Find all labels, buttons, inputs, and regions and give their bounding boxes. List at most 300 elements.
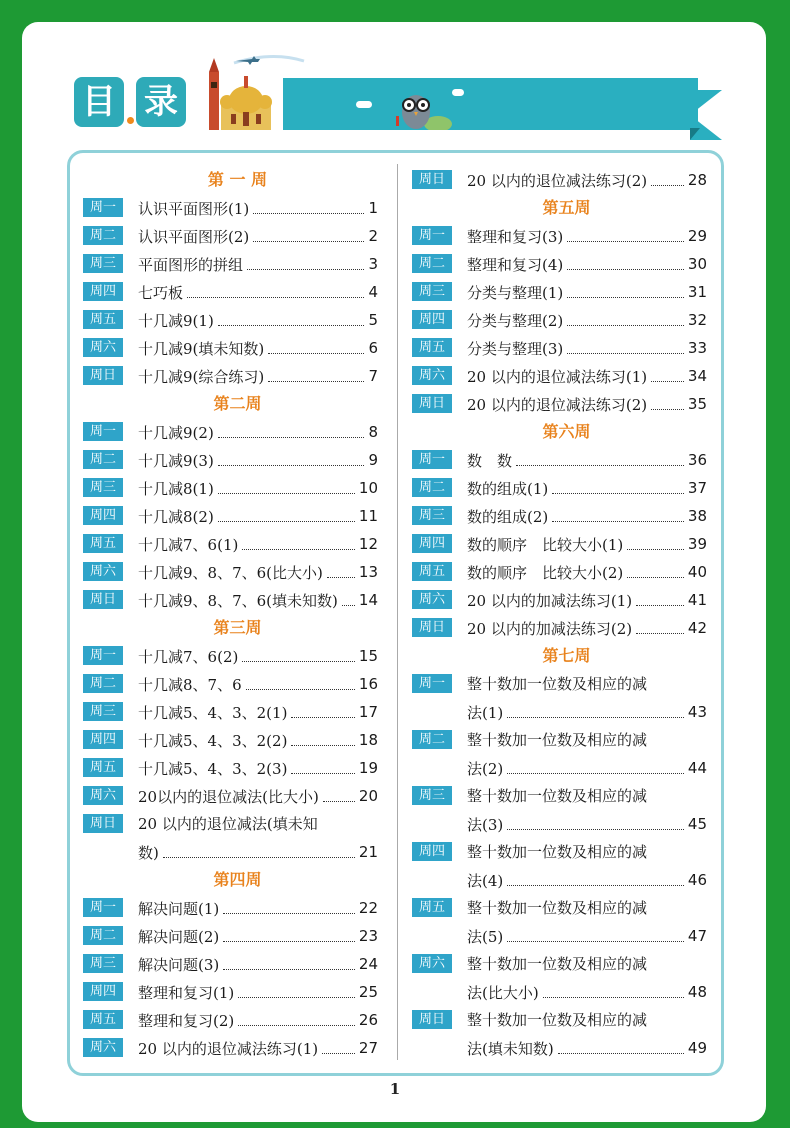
entry-page-number: 2 xyxy=(368,227,378,245)
day-badge: 周三 xyxy=(412,786,452,805)
toc-entry-line xyxy=(138,334,378,362)
toc-entry[interactable] xyxy=(83,362,378,390)
toc-entry[interactable] xyxy=(412,838,707,894)
title-dot xyxy=(127,117,134,124)
toc-entry[interactable] xyxy=(83,586,378,614)
day-badge: 周四 xyxy=(412,842,452,861)
week-heading: 第三周 xyxy=(213,618,262,637)
entry-title-line1: 20 以内的退位减法(填未知 xyxy=(138,815,318,833)
palace-illustration xyxy=(207,58,275,130)
toc-entry-line xyxy=(138,838,378,866)
entry-page-number: 3 xyxy=(368,255,378,273)
toc-entry-line xyxy=(467,530,707,558)
dot-leader xyxy=(163,857,355,858)
entry-page-number: 30 xyxy=(687,255,707,273)
toc-entry[interactable] xyxy=(83,782,378,810)
entry-title: 整理和复习(1) xyxy=(138,983,235,1002)
week-heading: 第五周 xyxy=(542,198,591,217)
toc-entry[interactable] xyxy=(412,166,707,194)
day-badge: 周日 xyxy=(83,590,123,609)
entry-title-line2: 法(5) xyxy=(467,927,504,946)
entry-page-number: 22 xyxy=(358,899,378,917)
entry-title: 十几减9(1) xyxy=(138,311,214,330)
dot-leader xyxy=(558,1053,684,1054)
toc-entry-line xyxy=(467,250,707,278)
entry-title: 20 以内的加减法练习(1) xyxy=(467,591,633,610)
entry-page-number: 40 xyxy=(687,563,707,581)
entry-page-number: 41 xyxy=(687,591,707,609)
entry-page-number: 19 xyxy=(358,759,378,777)
page-number: 1 xyxy=(389,1080,401,1098)
dot-leader xyxy=(223,969,355,970)
entry-page-number: 34 xyxy=(687,367,707,385)
entry-title: 数的组成(1) xyxy=(467,479,549,498)
entry-title: 数的顺序 比较大小(1) xyxy=(467,535,624,554)
entry-page-number: 46 xyxy=(687,871,707,889)
entry-page-number: 49 xyxy=(687,1039,707,1057)
dot-leader xyxy=(253,213,364,214)
entry-page-number: 27 xyxy=(358,1039,378,1057)
entry-title-line1: 整十数加一位数及相应的减 xyxy=(467,787,648,805)
entry-title: 十几减9、8、7、6(填未知数) xyxy=(138,591,338,610)
entry-page-number: 29 xyxy=(687,227,707,245)
day-badge: 周六 xyxy=(412,366,452,385)
entry-page-number: 16 xyxy=(358,675,378,693)
toc-entry[interactable] xyxy=(412,726,707,782)
day-badge: 周三 xyxy=(412,282,452,301)
dot-leader xyxy=(218,521,355,522)
entry-title: 解决问题(2) xyxy=(138,927,220,946)
toc-entry[interactable] xyxy=(412,390,707,418)
toc-entry-line xyxy=(138,222,378,250)
cloud-icon xyxy=(452,89,464,96)
toc-entry[interactable] xyxy=(412,782,707,838)
dot-leader xyxy=(543,997,684,998)
dot-leader xyxy=(507,941,684,942)
week-heading: 第 一 周 xyxy=(207,170,268,189)
dot-leader xyxy=(567,241,684,242)
toc-entry-line xyxy=(467,306,707,334)
toc-entry-line xyxy=(467,334,707,362)
toc-entry[interactable] xyxy=(83,1006,378,1034)
entry-title: 十几减5、4、3、2(2) xyxy=(138,731,288,750)
toc-entry-line xyxy=(138,726,378,754)
day-badge: 周二 xyxy=(83,450,123,469)
day-badge: 周四 xyxy=(83,506,123,525)
entry-title-line1: 整十数加一位数及相应的减 xyxy=(467,675,648,693)
day-badge: 周五 xyxy=(83,1010,123,1029)
dot-leader xyxy=(651,409,684,410)
toc-entry[interactable] xyxy=(83,810,378,866)
week-heading: 第四周 xyxy=(213,870,262,889)
toc-entry[interactable] xyxy=(412,1006,707,1062)
toc-entry[interactable] xyxy=(83,306,378,334)
entry-title-line2: 法(2) xyxy=(467,759,504,778)
toc-entry-line xyxy=(138,754,378,782)
day-badge: 周四 xyxy=(412,534,452,553)
entry-title: 认识平面图形(2) xyxy=(138,227,250,246)
toc-entry-line xyxy=(138,194,378,222)
entry-title: 十几减9(填未知数) xyxy=(138,339,265,358)
dot-leader xyxy=(651,381,684,382)
toc-entry[interactable] xyxy=(412,502,707,530)
title-char-2: 录 xyxy=(136,77,186,127)
toc-entry[interactable] xyxy=(83,726,378,754)
toc-entry-line xyxy=(138,362,378,390)
toc-entry[interactable] xyxy=(412,278,707,306)
entry-page-number: 1 xyxy=(368,199,378,217)
entry-page-number: 9 xyxy=(368,451,378,469)
entry-page-number: 32 xyxy=(687,311,707,329)
day-badge: 周日 xyxy=(412,618,452,637)
day-badge: 周五 xyxy=(412,562,452,581)
toc-entry[interactable] xyxy=(83,670,378,698)
toc-entry[interactable] xyxy=(412,894,707,950)
toc-entry[interactable] xyxy=(83,698,378,726)
entry-page-number: 35 xyxy=(687,395,707,413)
dot-leader xyxy=(507,717,684,718)
day-badge: 周二 xyxy=(83,226,123,245)
dot-leader xyxy=(223,941,355,942)
entry-title: 十几减8(1) xyxy=(138,479,214,498)
day-badge: 周五 xyxy=(412,338,452,357)
toc-entry-line xyxy=(467,390,707,418)
entry-title: 十几减9(综合练习) xyxy=(138,367,265,386)
entry-title: 数的组成(2) xyxy=(467,507,549,526)
dot-leader xyxy=(238,997,355,998)
dot-leader xyxy=(242,661,355,662)
toc-entry[interactable] xyxy=(83,530,378,558)
day-badge: 周六 xyxy=(83,562,123,581)
dot-leader xyxy=(238,1025,355,1026)
toc-entry[interactable] xyxy=(412,950,707,1006)
dot-leader xyxy=(268,353,364,354)
toc-entry-line xyxy=(467,1034,707,1062)
toc-entry-line xyxy=(138,474,378,502)
entry-page-number: 28 xyxy=(687,171,707,189)
toc-entry[interactable] xyxy=(412,334,707,362)
toc-entry[interactable] xyxy=(83,474,378,502)
entry-page-number: 11 xyxy=(358,507,378,525)
toc-entry[interactable] xyxy=(412,222,707,250)
day-badge: 周六 xyxy=(412,590,452,609)
toc-entry-line xyxy=(467,166,707,194)
toc-entry-line xyxy=(467,586,707,614)
dot-leader xyxy=(291,745,354,746)
entry-title: 分类与整理(1) xyxy=(467,283,564,302)
entry-title: 认识平面图形(1) xyxy=(138,199,250,218)
day-badge: 周一 xyxy=(83,898,123,917)
day-badge: 周二 xyxy=(83,674,123,693)
day-badge: 周日 xyxy=(83,814,123,833)
toc-entry[interactable] xyxy=(83,194,378,222)
entry-title-line1: 整十数加一位数及相应的减 xyxy=(467,731,648,749)
dot-leader xyxy=(242,549,355,550)
owl-with-glasses-illustration xyxy=(392,86,452,130)
day-badge: 周五 xyxy=(412,898,452,917)
dot-leader xyxy=(627,577,684,578)
week-heading: 第七周 xyxy=(542,646,591,665)
toc-entry[interactable] xyxy=(83,642,378,670)
entry-page-number: 18 xyxy=(358,731,378,749)
toc-entry[interactable] xyxy=(83,446,378,474)
toc-entry-line xyxy=(467,810,707,838)
entry-title-line1: 整十数加一位数及相应的减 xyxy=(467,955,648,973)
toc-entry-line xyxy=(138,250,378,278)
toc-entry-line xyxy=(138,446,378,474)
toc-entry[interactable] xyxy=(83,950,378,978)
dot-leader xyxy=(567,269,684,270)
day-badge: 周六 xyxy=(412,954,452,973)
day-badge: 周五 xyxy=(83,534,123,553)
toc-entry-line xyxy=(467,446,707,474)
toc-entry-line xyxy=(138,278,378,306)
entry-title: 十几减9(2) xyxy=(138,423,214,442)
entry-title-line1: 整十数加一位数及相应的减 xyxy=(467,843,648,861)
toc-entry-line xyxy=(138,894,378,922)
day-badge: 周二 xyxy=(412,254,452,273)
day-badge: 周四 xyxy=(83,982,123,1001)
entry-title: 十几减8(2) xyxy=(138,507,214,526)
toc-entry[interactable] xyxy=(412,586,707,614)
toc-entry[interactable] xyxy=(412,670,707,726)
dot-leader xyxy=(636,633,684,634)
banner-fold xyxy=(690,128,700,140)
toc-entry-line xyxy=(138,670,378,698)
dot-leader xyxy=(507,885,684,886)
toc-entry-line xyxy=(138,558,378,586)
toc-entry[interactable] xyxy=(83,1034,378,1062)
toc-entry-line xyxy=(138,306,378,334)
entry-title: 十几减5、4、3、2(1) xyxy=(138,703,288,722)
entry-page-number: 45 xyxy=(687,815,707,833)
dot-leader xyxy=(253,241,364,242)
entry-title: 解决问题(1) xyxy=(138,899,220,918)
dot-leader xyxy=(567,325,684,326)
dot-leader xyxy=(651,185,684,186)
header-banner xyxy=(283,78,698,130)
toc-entry-line xyxy=(467,978,707,1006)
toc-entry-line xyxy=(138,1034,378,1062)
day-badge: 周一 xyxy=(412,226,452,245)
cloud-icon xyxy=(356,101,372,108)
toc-entry-line xyxy=(138,782,378,810)
entry-page-number: 31 xyxy=(687,283,707,301)
week-heading: 第二周 xyxy=(213,394,262,413)
toc-entry-line xyxy=(467,698,707,726)
toc-entry[interactable] xyxy=(83,978,378,1006)
entry-page-number: 26 xyxy=(358,1011,378,1029)
day-badge: 周六 xyxy=(83,1038,123,1057)
dot-leader xyxy=(218,325,365,326)
entry-page-number: 20 xyxy=(358,787,378,805)
entry-page-number: 42 xyxy=(687,619,707,637)
day-badge: 周五 xyxy=(83,310,123,329)
day-badge: 周日 xyxy=(83,366,123,385)
toc-entry[interactable] xyxy=(412,558,707,586)
dot-leader xyxy=(507,773,684,774)
toc-entry-line xyxy=(138,1006,378,1034)
dot-leader xyxy=(327,577,355,578)
toc-entry-line xyxy=(138,642,378,670)
toc-entry-line xyxy=(467,362,707,390)
day-badge: 周三 xyxy=(412,506,452,525)
toc-entry[interactable] xyxy=(412,362,707,390)
day-badge: 周四 xyxy=(83,282,123,301)
day-badge: 周日 xyxy=(412,394,452,413)
entry-title-line2: 法(4) xyxy=(467,871,504,890)
entry-page-number: 6 xyxy=(368,339,378,357)
dot-leader xyxy=(247,269,364,270)
entry-title: 十几减9(3) xyxy=(138,451,214,470)
dot-leader xyxy=(636,605,684,606)
toc-entry-line xyxy=(467,558,707,586)
entry-page-number: 23 xyxy=(358,927,378,945)
entry-title: 十几减5、4、3、2(3) xyxy=(138,759,288,778)
entry-page-number: 4 xyxy=(368,283,378,301)
toc-entry[interactable] xyxy=(83,502,378,530)
toc-entry[interactable] xyxy=(83,250,378,278)
dot-leader xyxy=(322,1053,355,1054)
entry-title: 整理和复习(3) xyxy=(467,227,564,246)
entry-page-number: 44 xyxy=(687,759,707,777)
dot-leader xyxy=(552,521,684,522)
day-badge: 周三 xyxy=(83,478,123,497)
toc-entry-line xyxy=(138,922,378,950)
entry-page-number: 24 xyxy=(358,955,378,973)
toc-entry[interactable] xyxy=(412,250,707,278)
day-badge: 周一 xyxy=(83,198,123,217)
toc-entry-line xyxy=(138,950,378,978)
column-divider xyxy=(397,164,398,1060)
day-badge: 周四 xyxy=(412,310,452,329)
toc-entry[interactable] xyxy=(412,530,707,558)
entry-title: 十几减8、7、6 xyxy=(138,675,242,694)
entry-page-number: 25 xyxy=(358,983,378,1001)
entry-page-number: 37 xyxy=(687,479,707,497)
entry-page-number: 17 xyxy=(358,703,378,721)
entry-title: 十几减9、8、7、6(比大小) xyxy=(138,563,323,582)
entry-page-number: 10 xyxy=(358,479,378,497)
dot-leader xyxy=(507,829,684,830)
entry-title: 20 以内的加减法练习(2) xyxy=(467,619,633,638)
toc-entry-line xyxy=(138,418,378,446)
toc-entry-line xyxy=(138,586,378,614)
entry-title: 整理和复习(4) xyxy=(467,255,564,274)
entry-title: 20 以内的退位减法练习(1) xyxy=(138,1039,319,1058)
dot-leader xyxy=(567,353,684,354)
entry-title: 十几减7、6(1) xyxy=(138,535,239,554)
toc-entry[interactable] xyxy=(412,474,707,502)
dot-leader xyxy=(291,773,354,774)
entry-page-number: 43 xyxy=(687,703,707,721)
toc-entry-line xyxy=(138,502,378,530)
entry-title-line1: 整十数加一位数及相应的减 xyxy=(467,899,648,917)
toc-entry[interactable] xyxy=(83,754,378,782)
entry-title-line2: 法(3) xyxy=(467,815,504,834)
day-badge: 周三 xyxy=(83,702,123,721)
dot-leader xyxy=(187,297,364,298)
dot-leader xyxy=(218,437,365,438)
entry-title: 分类与整理(2) xyxy=(467,311,564,330)
entry-page-number: 39 xyxy=(687,535,707,553)
entry-title-line2: 法(比大小) xyxy=(467,983,539,1002)
entry-page-number: 12 xyxy=(358,535,378,553)
day-badge: 周四 xyxy=(83,730,123,749)
toc-entry[interactable] xyxy=(83,222,378,250)
entry-page-number: 47 xyxy=(687,927,707,945)
entry-title: 七巧板 xyxy=(138,283,184,302)
entry-title: 数的顺序 比较大小(2) xyxy=(467,563,624,582)
toc-entry[interactable] xyxy=(83,334,378,362)
dot-leader xyxy=(567,297,684,298)
dot-leader xyxy=(516,465,684,466)
toc-entry[interactable] xyxy=(83,558,378,586)
dot-leader xyxy=(552,493,684,494)
day-badge: 周一 xyxy=(412,674,452,693)
week-heading: 第六周 xyxy=(542,422,591,441)
toc-entry[interactable] xyxy=(412,306,707,334)
day-badge: 周日 xyxy=(412,1010,452,1029)
toc-entry-line xyxy=(467,502,707,530)
day-badge: 周二 xyxy=(412,730,452,749)
toc-entry[interactable] xyxy=(83,922,378,950)
toc-entry-line xyxy=(467,922,707,950)
dot-leader xyxy=(268,381,364,382)
dot-leader xyxy=(223,913,355,914)
day-badge: 周日 xyxy=(412,170,452,189)
entry-title: 20以内的退位减法(比大小) xyxy=(138,787,319,806)
toc-entry[interactable] xyxy=(83,418,378,446)
toc-entry[interactable] xyxy=(83,894,378,922)
day-badge: 周五 xyxy=(83,758,123,777)
day-badge: 周一 xyxy=(83,422,123,441)
entry-title: 20 以内的退位减法练习(2) xyxy=(467,395,648,414)
entry-page-number: 5 xyxy=(368,311,378,329)
entry-page-number: 14 xyxy=(358,591,378,609)
entry-title: 20 以内的退位减法练习(1) xyxy=(467,367,648,386)
entry-page-number: 7 xyxy=(368,367,378,385)
dot-leader xyxy=(246,689,355,690)
toc-entry[interactable] xyxy=(412,446,707,474)
entry-title: 20 以内的退位减法练习(2) xyxy=(467,171,648,190)
day-badge: 周六 xyxy=(83,786,123,805)
entry-title: 解决问题(3) xyxy=(138,955,220,974)
entry-title: 数 数 xyxy=(467,451,513,470)
day-badge: 周一 xyxy=(83,646,123,665)
toc-entry-line xyxy=(467,278,707,306)
entry-page-number: 48 xyxy=(687,983,707,1001)
toc-entry[interactable] xyxy=(83,278,378,306)
toc-entry-line xyxy=(138,978,378,1006)
toc-entry-line xyxy=(138,698,378,726)
dot-leader xyxy=(291,717,354,718)
entry-title: 平面图形的拼组 xyxy=(138,255,244,274)
entry-title-line2: 数) xyxy=(138,843,159,862)
day-badge: 周三 xyxy=(83,954,123,973)
toc-entry[interactable] xyxy=(412,614,707,642)
entry-page-number: 21 xyxy=(358,843,378,861)
toc-entry-line xyxy=(467,474,707,502)
dot-leader xyxy=(218,465,365,466)
dot-leader xyxy=(323,801,355,802)
entry-title-line1: 整十数加一位数及相应的减 xyxy=(467,1011,648,1029)
toc-entry-line xyxy=(138,530,378,558)
toc-entry-line xyxy=(467,222,707,250)
entry-title: 分类与整理(3) xyxy=(467,339,564,358)
toc-entry-line xyxy=(467,866,707,894)
entry-page-number: 33 xyxy=(687,339,707,357)
